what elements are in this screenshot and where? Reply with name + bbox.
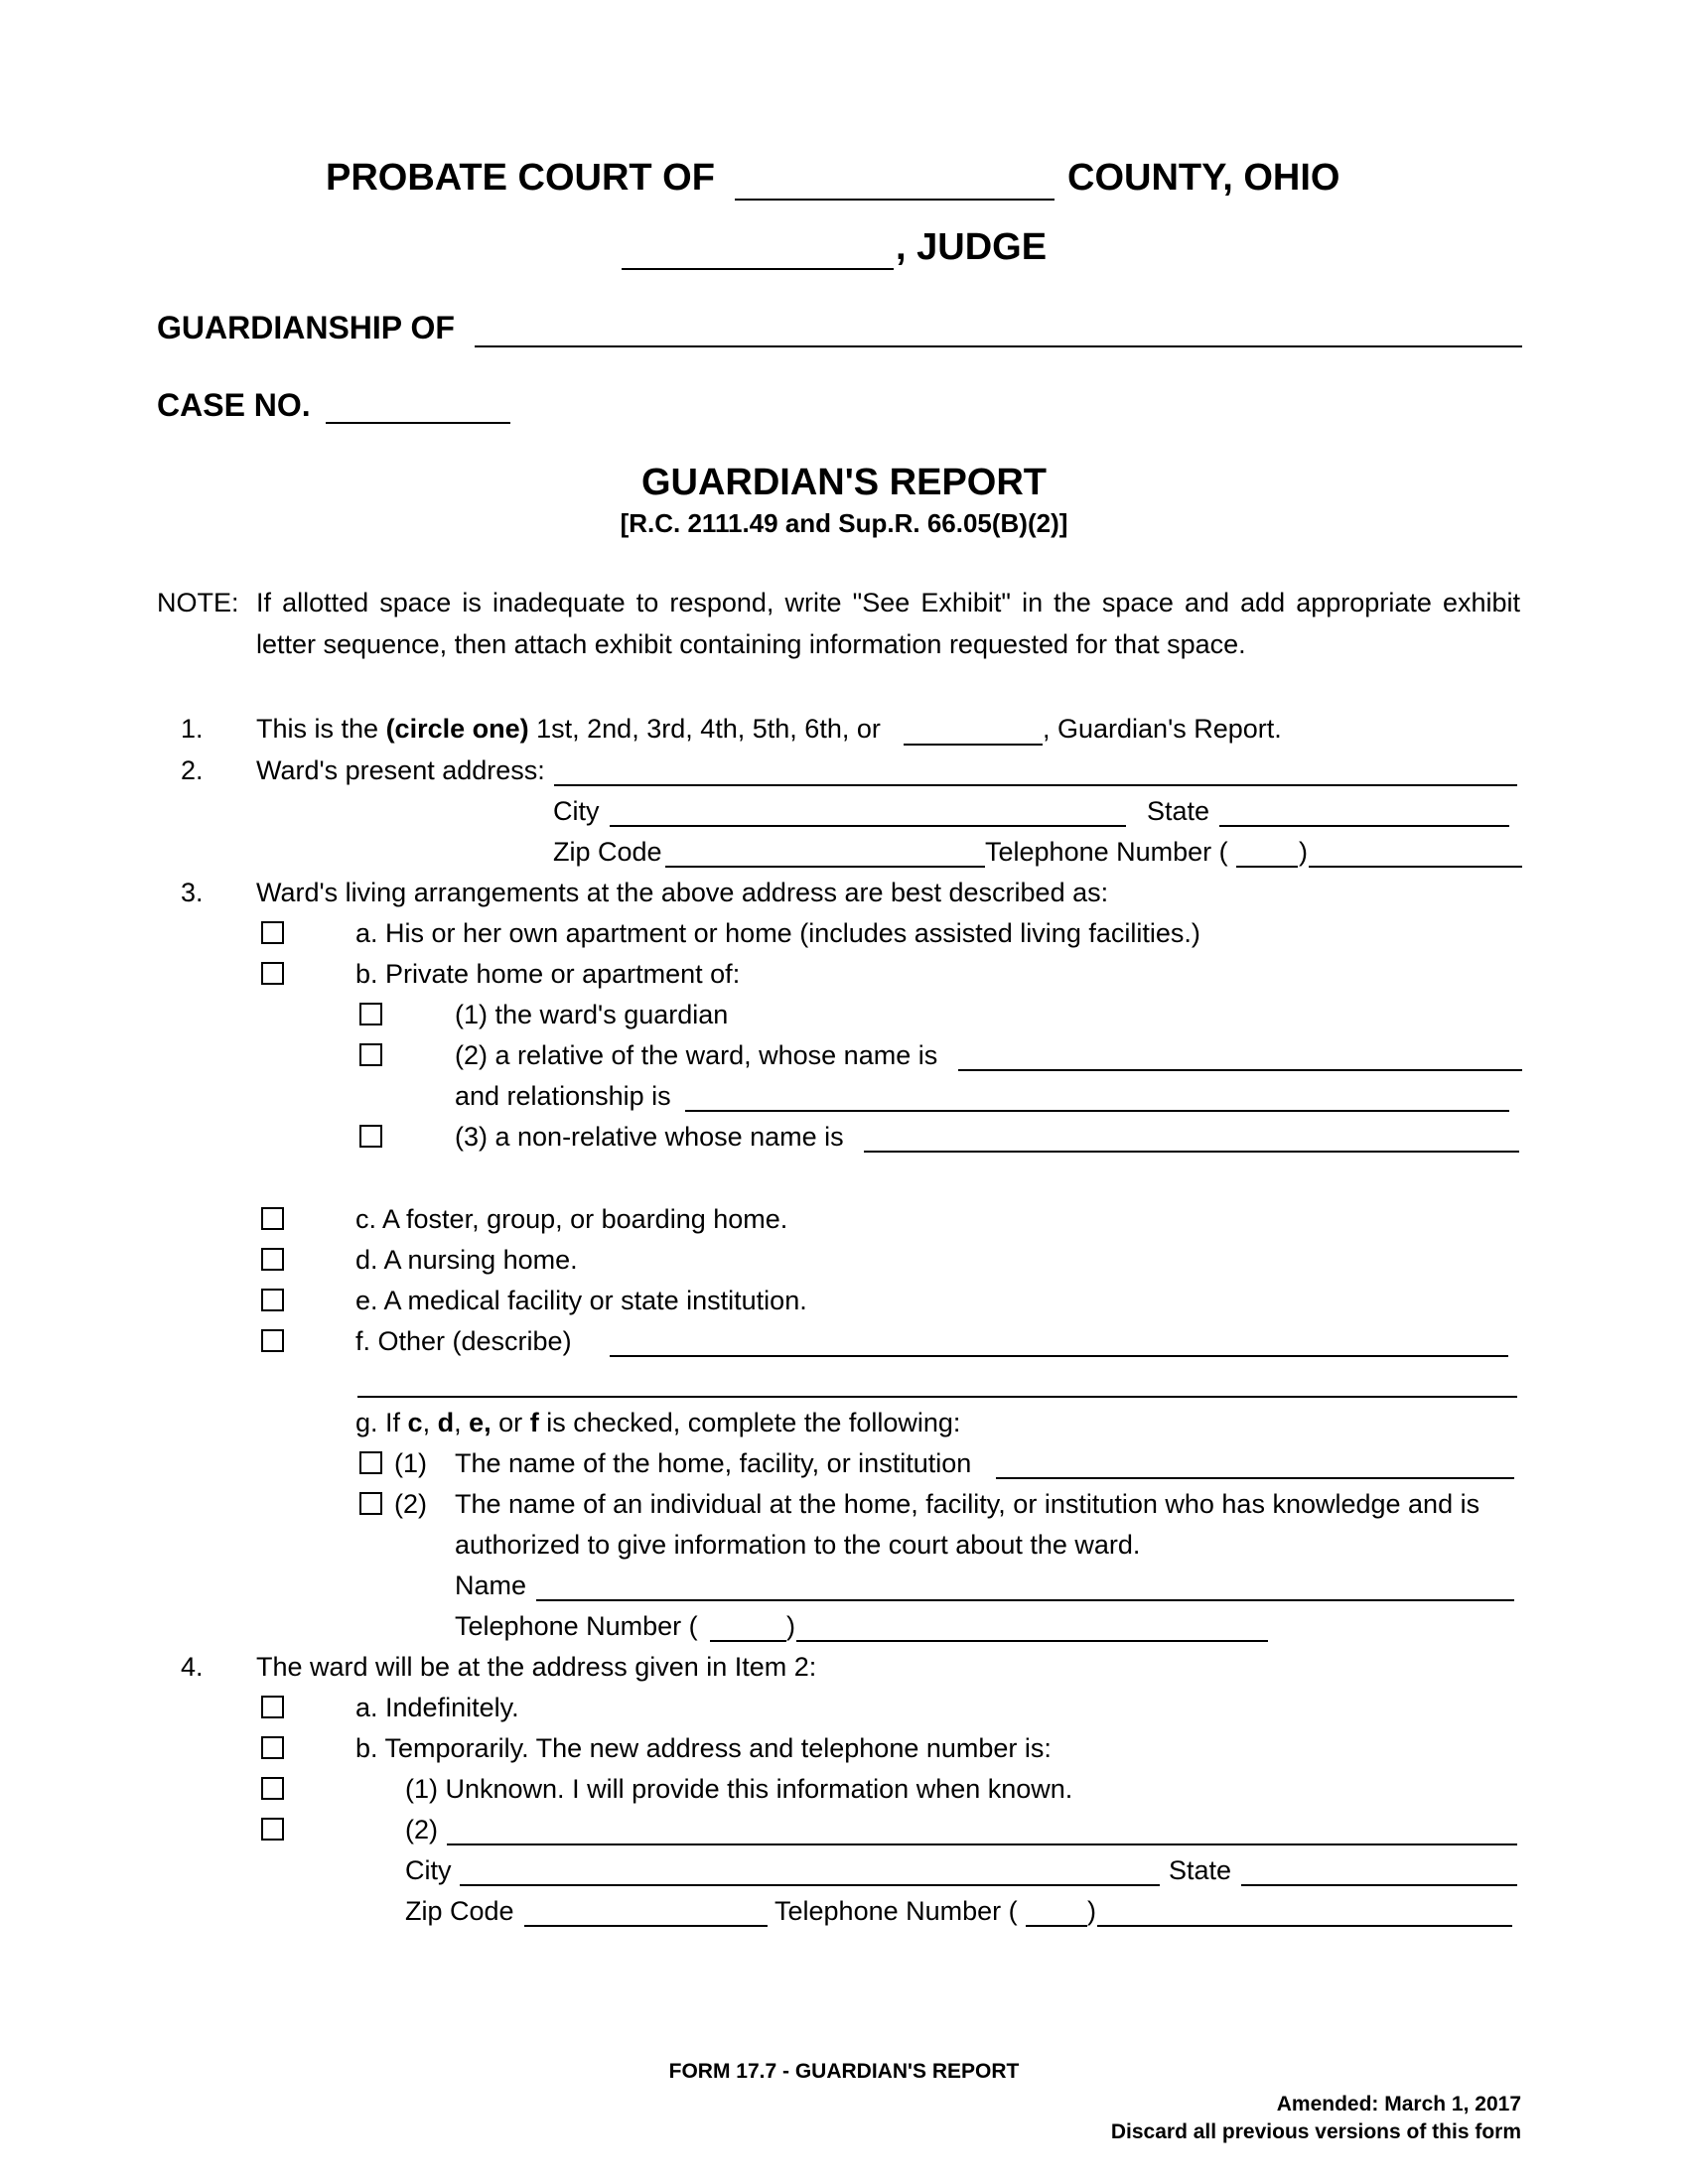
option-3c: c. A foster, group, or boarding home. (355, 1204, 788, 1234)
judge-label: , JUDGE (896, 226, 1048, 268)
other-describe-blank[interactable] (610, 1355, 1508, 1357)
item-1-other-blank[interactable] (904, 744, 1043, 746)
checkbox-3e[interactable] (261, 1289, 284, 1311)
item-3-number: 3. (181, 878, 204, 907)
g2-line-1: The name of an individual at the home, facility, or institution who has knowledge and is (455, 1489, 1480, 1519)
option-3f: f. Other (describe) (355, 1326, 572, 1356)
checkbox-3b[interactable] (261, 962, 284, 985)
phone-close: ) (1299, 837, 1308, 867)
new-address-blank[interactable] (447, 1843, 1517, 1845)
option-3b1: (1) the ward's guardian (455, 1000, 729, 1029)
note-line-1: If allotted space is inadequate to respond, write "See Exhibit" in the space and add appropriate exhibit (256, 588, 1520, 617)
discard-note: Discard all previous versions of this form (1110, 2120, 1521, 2143)
phone-label: Telephone Number ( (985, 837, 1228, 867)
checkbox-3f[interactable] (261, 1329, 284, 1352)
judge-blank[interactable] (622, 268, 894, 270)
relationship-label: and relationship is (455, 1081, 671, 1111)
new-zip-blank[interactable] (524, 1925, 768, 1927)
item-2-label: Ward's present address: (256, 755, 545, 785)
g-f: f (529, 1408, 539, 1437)
guardianship-label: GUARDIANSHIP OF (157, 310, 455, 345)
contact-phone-close: ) (786, 1611, 795, 1641)
checkbox-3b2[interactable] (359, 1043, 382, 1066)
contact-name-label: Name (455, 1570, 527, 1600)
g2-number: (2) (394, 1489, 427, 1519)
contact-phone-label: Telephone Number ( (455, 1611, 698, 1641)
g-pre: g. If (355, 1408, 401, 1437)
city-label: City (553, 796, 600, 826)
zip-label: Zip Code (553, 837, 662, 867)
checkbox-3g2[interactable] (359, 1492, 382, 1515)
new-state-label: State (1169, 1855, 1232, 1885)
court-prefix: PROBATE COURT OF (326, 157, 715, 199)
g1-label: The name of the home, facility, or institution (455, 1448, 972, 1478)
option-3b2: (2) a relative of the ward, whose name is (455, 1040, 938, 1070)
new-phone-close: ) (1087, 1896, 1096, 1926)
option-4a: a. Indefinitely. (355, 1693, 519, 1722)
item-3g: g. If c, d, e, or f is checked, complete the following: (355, 1408, 961, 1437)
contact-phone-blank[interactable] (796, 1640, 1268, 1642)
g-d: d (437, 1408, 455, 1437)
option-4b2: (2) (405, 1815, 438, 1844)
option-4b1: (1) Unknown. I will provide this information when known. (405, 1774, 1073, 1804)
g-c: c (407, 1408, 423, 1437)
checkbox-3b1[interactable] (359, 1003, 382, 1025)
option-3d: d. A nursing home. (355, 1245, 578, 1275)
checkbox-3g1[interactable] (359, 1451, 382, 1474)
city-blank[interactable] (610, 825, 1126, 827)
new-phone-blank[interactable] (1097, 1925, 1512, 1927)
case-no-blank[interactable] (326, 422, 510, 424)
item-1-text (256, 714, 881, 745)
option-3a: a. His or her own apartment or home (includes assisted living facilities.) (355, 918, 1200, 948)
checkbox-3b3[interactable] (359, 1125, 382, 1148)
new-zip-label: Zip Code (405, 1896, 514, 1926)
new-phone-label: Telephone Number ( (774, 1896, 1018, 1926)
checkbox-4a[interactable] (261, 1696, 284, 1718)
checkbox-4b2[interactable] (261, 1818, 284, 1841)
g2-line-2: authorized to give information to the court about the ward. (455, 1530, 1141, 1560)
county-blank[interactable] (735, 199, 1055, 201)
relationship-blank[interactable] (685, 1110, 1509, 1112)
item-1-options: 1st, 2nd, 3rd, 4th, 5th, 6th, or (536, 714, 881, 744)
non-relative-name-blank[interactable] (864, 1151, 1519, 1153)
item-1-number: 1. (181, 714, 204, 744)
item-1-end: , Guardian's Report. (1043, 714, 1282, 744)
state-label: State (1147, 796, 1210, 826)
g1-number: (1) (394, 1448, 427, 1478)
new-state-blank[interactable] (1241, 1884, 1517, 1886)
checkbox-3c[interactable] (261, 1207, 284, 1230)
item-1-circle-one: (circle one) (385, 714, 529, 744)
new-city-label: City (405, 1855, 452, 1885)
other-describe-blank-2[interactable] (357, 1396, 1517, 1398)
new-city-blank[interactable] (460, 1884, 1160, 1886)
court-suffix: COUNTY, OHIO (1067, 157, 1340, 199)
option-3b3: (3) a non-relative whose name is (455, 1122, 844, 1152)
option-3b: b. Private home or apartment of: (355, 959, 741, 989)
checkbox-4b1[interactable] (261, 1777, 284, 1800)
form-footer: FORM 17.7 - GUARDIAN'S REPORT (668, 2060, 1020, 2083)
contact-name-blank[interactable] (536, 1599, 1514, 1601)
item-2-number: 2. (181, 755, 204, 785)
state-blank[interactable] (1219, 825, 1509, 827)
phone-blank[interactable] (1309, 866, 1522, 868)
g-post: is checked, complete the following: (546, 1408, 961, 1437)
report-citation: [R.C. 2111.49 and Sup.R. 66.05(B)(2)] (620, 508, 1068, 538)
checkbox-3a[interactable] (261, 921, 284, 944)
g-e: e, (469, 1408, 492, 1437)
relative-name-blank[interactable] (958, 1069, 1522, 1071)
item-4-label: The ward will be at the address given in Item 2: (256, 1652, 817, 1682)
item-4-number: 4. (181, 1652, 204, 1682)
case-no-label: CASE NO. (157, 387, 311, 423)
facility-name-blank[interactable] (996, 1477, 1514, 1479)
address-blank[interactable] (554, 784, 1517, 786)
contact-area-code-blank[interactable] (710, 1640, 786, 1642)
amended-date: Amended: March 1, 2017 (1276, 2093, 1521, 2116)
zip-blank[interactable] (665, 866, 985, 868)
g-or: or (498, 1408, 523, 1437)
checkbox-3d[interactable] (261, 1248, 284, 1271)
note-label: NOTE: (157, 588, 239, 617)
item-3-label: Ward's living arrangements at the above address are best described as: (256, 878, 1109, 907)
option-4b: b. Temporarily. The new address and telephone number is: (355, 1733, 1052, 1763)
guardianship-blank[interactable] (475, 345, 1522, 347)
note-line-2: letter sequence, then attach exhibit containing information requested for that space. (256, 629, 1246, 659)
checkbox-4b[interactable] (261, 1736, 284, 1759)
report-title: GUARDIAN'S REPORT (640, 462, 1048, 503)
item-1-pre: This is the (256, 714, 379, 744)
option-3e: e. A medical facility or state institution. (355, 1286, 807, 1315)
new-area-code-blank[interactable] (1026, 1925, 1087, 1927)
area-code-blank[interactable] (1236, 866, 1298, 868)
